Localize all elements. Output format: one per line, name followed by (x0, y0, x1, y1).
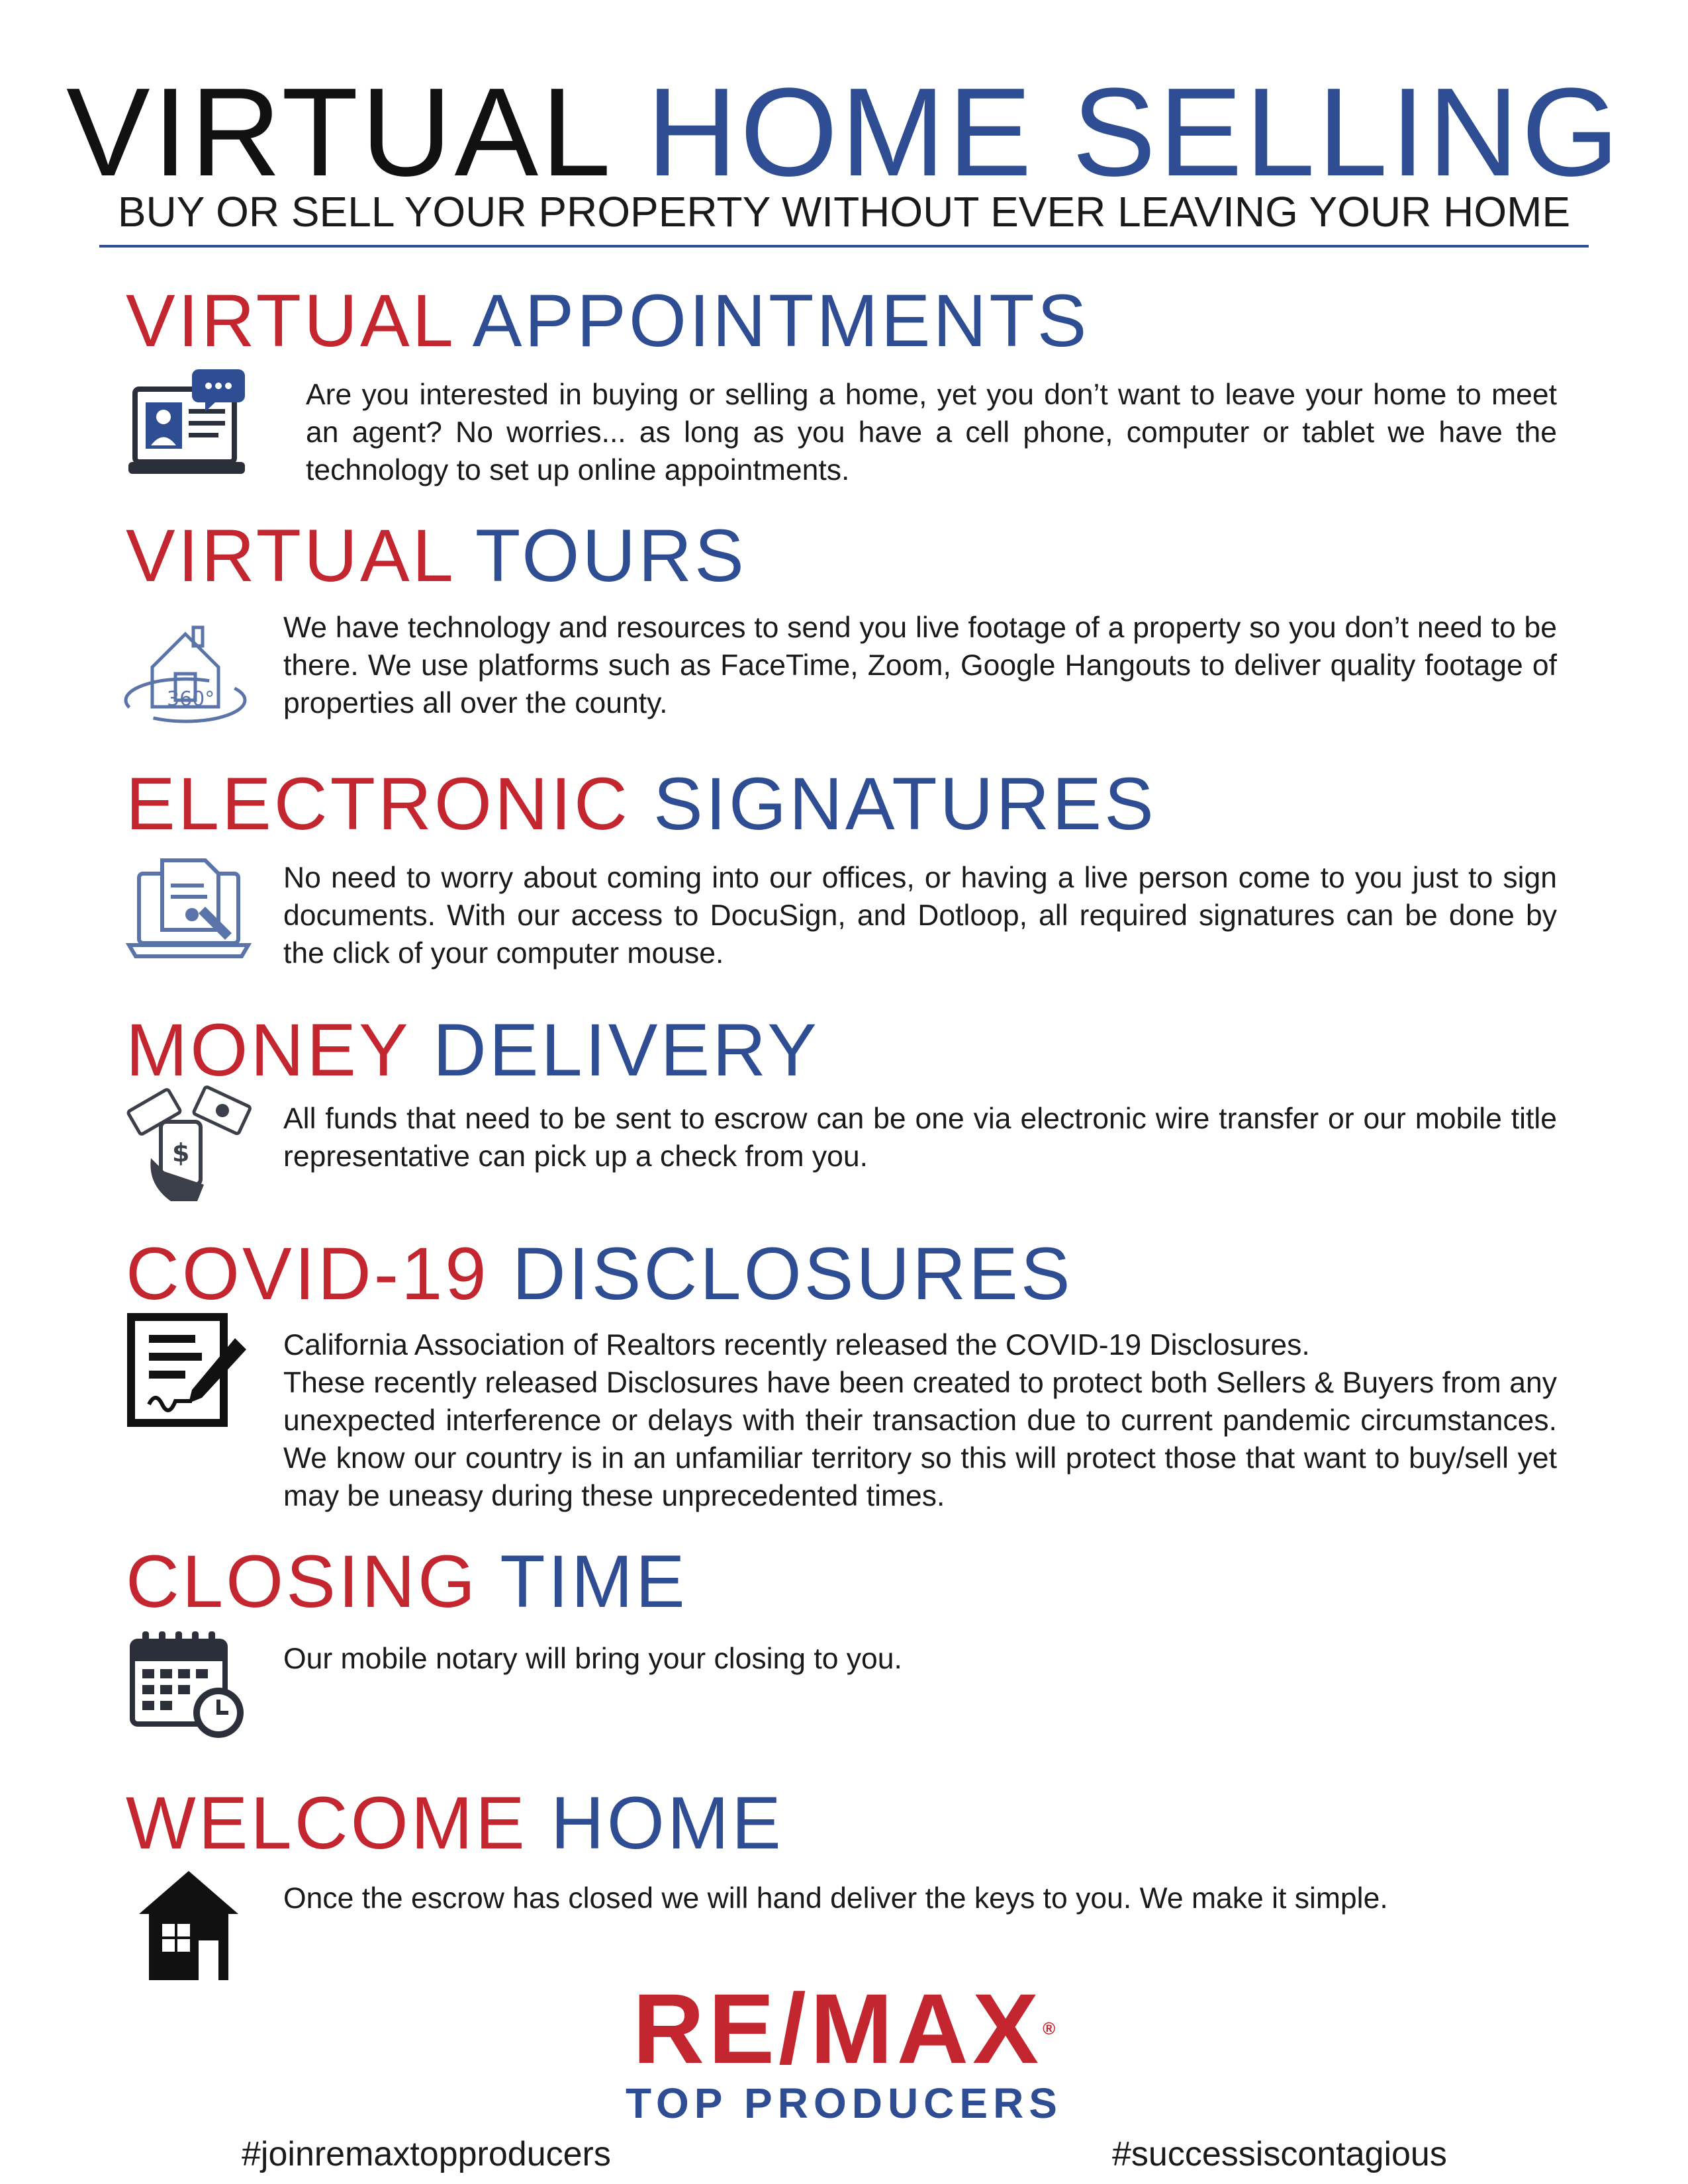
svg-text:$: $ (172, 1138, 190, 1167)
heading-blue-part: DISCLOSURES (512, 1232, 1073, 1315)
mobile-payment-icon (124, 1085, 254, 1208)
heading-blue-part: DELIVERY (432, 1009, 820, 1091)
house-icon (136, 1868, 242, 1983)
section-body-electronic-signatures: No need to worry about coming into our offices, or having a live person come to you just to sign documents. With our access to DocuSign, and Dotloop, all required signatures can be done by the click of your computer mouse. (283, 862, 1557, 970)
section-body-virtual-tours: We have technology and resources to send you live footage of a property so you don’t need to be there. We use platforms such as FaceTime, Zoom, Google Hangouts to deliver quality footage of properties all over the county. (283, 612, 1557, 719)
section-heading-money-delivery (126, 1007, 820, 1093)
heading-red-part: CLOSING (126, 1540, 479, 1623)
section-heading-virtual-appointments (126, 278, 1089, 364)
section-heading-virtual-tours (126, 513, 747, 599)
registered-mark: ® (1043, 2019, 1056, 2038)
house-360-icon (119, 608, 252, 733)
document-pen-icon (126, 1312, 252, 1428)
section-heading-covid-disclosures (126, 1231, 1073, 1317)
heading-red-part: COVID-19 (126, 1232, 489, 1315)
page-title (0, 62, 1688, 203)
heading-blue-part: TOURS (475, 514, 747, 597)
section-body-covid-line1: California Association of Realtors recently released the COVID-19 Disclosures. (283, 1329, 1310, 1361)
section-body-money-delivery: All funds that need to be sent to escrow can be one via electronic wire transfer or our mobile title representative can pick up a check from you. (283, 1103, 1557, 1173)
heading-blue-part: TIME (500, 1540, 688, 1623)
calendar-clock-icon (126, 1628, 252, 1741)
top-producers-logo-text: TOP PRODUCERS (626, 2079, 1062, 2127)
title-part-blue: HOME SELLING (646, 62, 1622, 203)
heading-blue-part: APPOINTMENTS (472, 279, 1090, 362)
section-heading-electronic-signatures (126, 761, 1156, 847)
section-body-welcome-home: Once the escrow has closed we will hand deliver the keys to you. We make it simple. (283, 1882, 1388, 1915)
heading-red-part: ELECTRONIC (126, 762, 630, 845)
heading-red-part: VIRTUAL (126, 279, 453, 362)
hashtag-right: #successiscontagious (1112, 2135, 1447, 2173)
section-body-virtual-appointments: Are you interested in buying or selling a home, yet you don’t want to leave your home to meet an agent? No worries... as long as you have a cell phone, computer or tablet we have the technology to set up online appointments. (306, 379, 1557, 486)
svg-text:360°: 360° (167, 688, 215, 711)
heading-red-part: MONEY (126, 1009, 410, 1091)
section-body-closing-time: Our mobile notary will bring your closing to you. (283, 1643, 902, 1675)
hashtag-left: #joinremaxtopproducers (242, 2135, 611, 2173)
page-subtitle: BUY OR SELL YOUR PROPERTY WITHOUT EVER LEAVING YOUR HOME (117, 188, 1571, 236)
heading-red-part: WELCOME (126, 1782, 528, 1864)
heading-blue-part: SIGNATURES (653, 762, 1156, 845)
section-heading-welcome-home (126, 1780, 784, 1866)
header-divider (99, 245, 1589, 248)
section-heading-closing-time (126, 1539, 688, 1625)
laptop-document-sign-icon (126, 854, 252, 966)
laptop-video-chat-icon (126, 363, 252, 488)
heading-red-part: VIRTUAL (126, 514, 453, 597)
title-part-black: VIRTUAL (66, 62, 609, 203)
section-body-covid-disclosures: These recently released Disclosures have been created to protect both Sellers & Buyers from any unexpected interference or delays with their transaction due to current pandemic circumstances. We know our country is in an unfamiliar territory so this will protect those that want to buy/sell yet may be uneasy during these unprecedented times. (283, 1367, 1557, 1512)
remax-logo-text: RE/MAX (632, 1973, 1043, 2084)
heading-blue-part: HOME (550, 1782, 784, 1864)
remax-logo (0, 1973, 1688, 2084)
